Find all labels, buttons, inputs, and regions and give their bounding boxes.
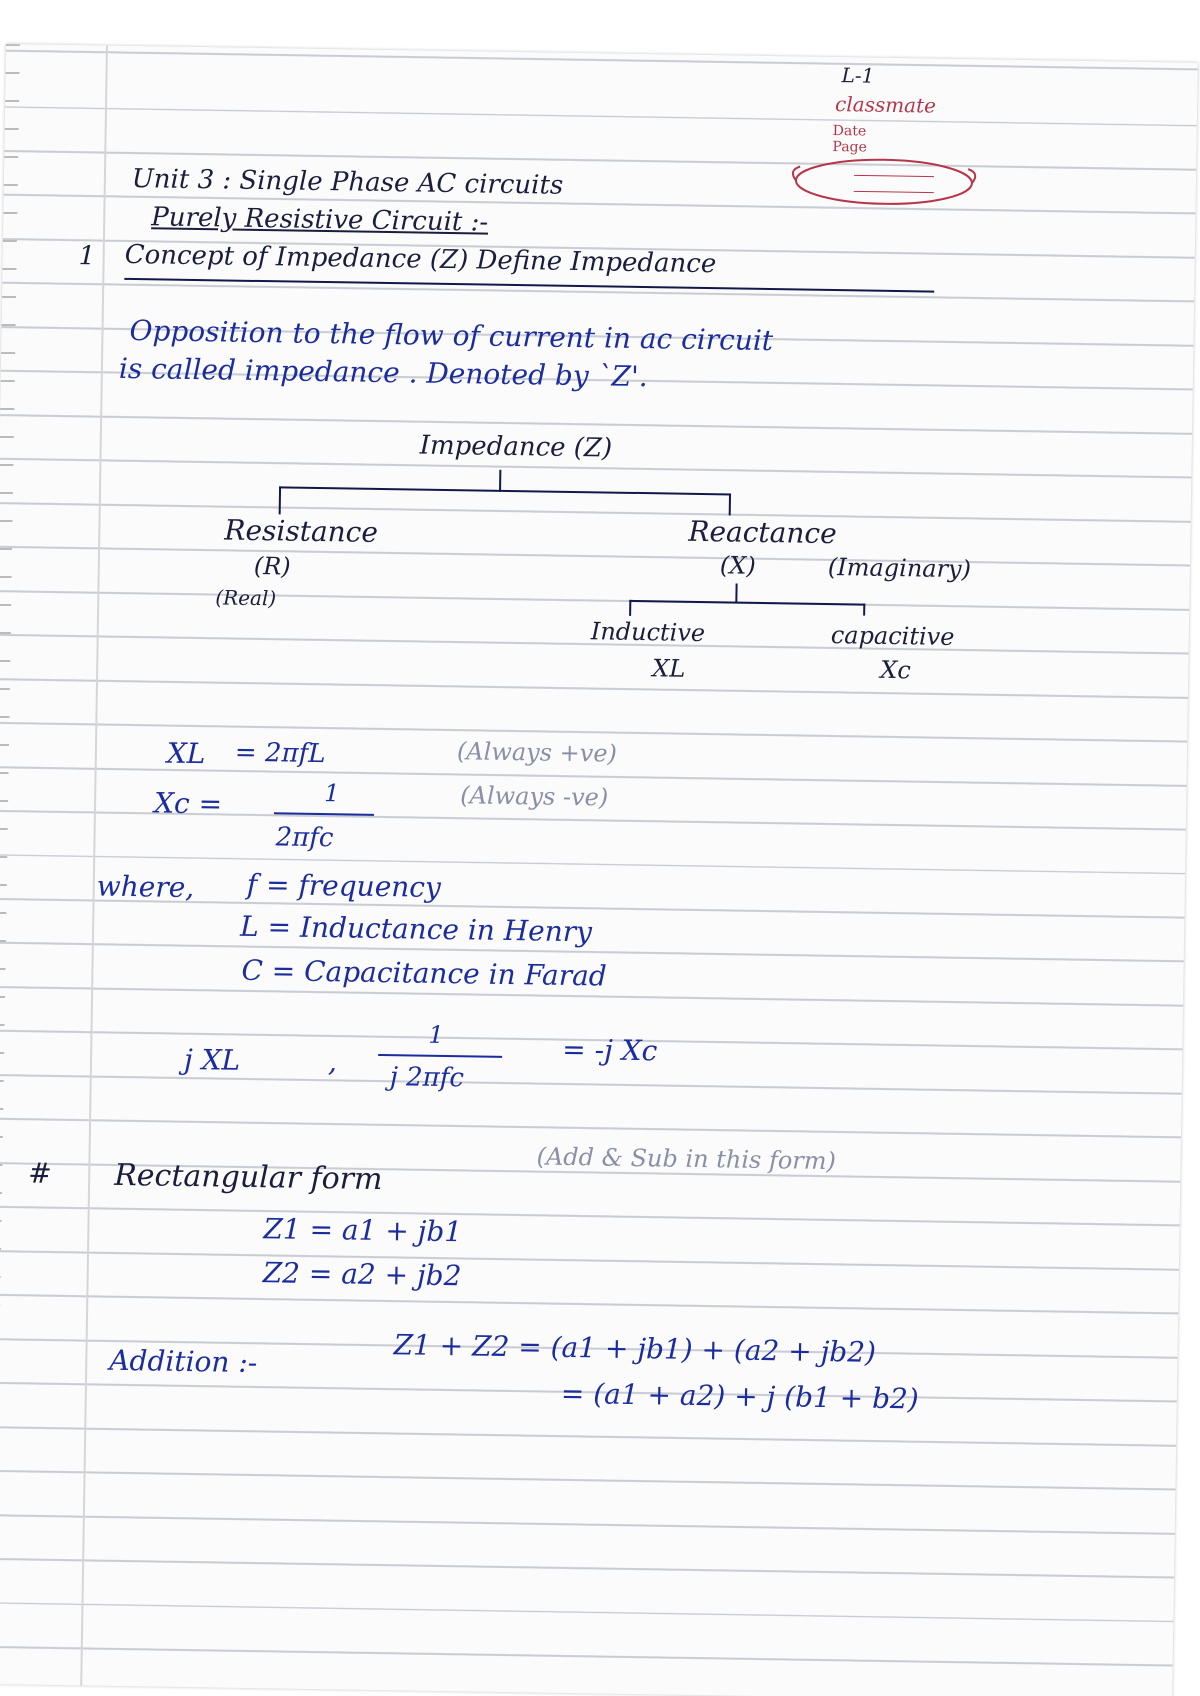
heading-underline bbox=[124, 278, 934, 293]
jfrac-bar bbox=[378, 1054, 502, 1058]
jfrac-denominator: j 2πfc bbox=[389, 1062, 465, 1094]
reactance-branch bbox=[629, 600, 865, 606]
xc-fraction-bar bbox=[274, 812, 374, 816]
resistance-symbol: (R) bbox=[253, 551, 291, 581]
rectangular-title: Rectangular form bbox=[113, 1157, 383, 1198]
reactance-note: (Imaginary) bbox=[827, 552, 972, 584]
notebook-page bbox=[0, 44, 1198, 1696]
definition-line-2: is called impedance . Denoted by `Z'. bbox=[118, 351, 648, 394]
tree-left-drop bbox=[279, 486, 281, 514]
page-label: Page bbox=[832, 138, 867, 156]
tree-stem bbox=[499, 470, 501, 492]
jforms-comma: , bbox=[327, 1045, 338, 1079]
frequency-def: f = frequency bbox=[246, 867, 442, 904]
hash-marker: # bbox=[28, 1156, 52, 1190]
reactance-label: Reactance bbox=[688, 514, 837, 551]
xl-note: (Always +ve) bbox=[456, 737, 618, 768]
reactance-symbol: (X) bbox=[719, 551, 756, 580]
xl-lhs: XL bbox=[166, 736, 206, 771]
xc-note: (Always -ve) bbox=[460, 781, 609, 812]
inductive-drop bbox=[629, 600, 631, 616]
xl-rhs: = 2πfL bbox=[234, 737, 326, 770]
inductance-def: L = Inductance in Henry bbox=[239, 909, 593, 949]
concept-heading: Concept of Impedance (Z) Define Impedance bbox=[124, 239, 717, 280]
resistance-note: (Real) bbox=[215, 585, 277, 611]
jfrac-numerator: 1 bbox=[428, 1020, 444, 1049]
rectangular-note: (Add & Sub in this form) bbox=[536, 1142, 837, 1176]
addition-line-1: Z1 + Z2 = (a1 + jb1) + (a2 + jb2) bbox=[393, 1328, 877, 1369]
capacitive-label: capacitive bbox=[830, 621, 955, 651]
classmate-logo bbox=[784, 142, 985, 209]
xc-denominator: 2πfc bbox=[275, 822, 334, 854]
addition-line-2: = (a1 + a2) + j (b1 + b2) bbox=[560, 1376, 920, 1416]
date-label: Date bbox=[832, 122, 867, 140]
z1-definition: Z1 = a1 + jb1 bbox=[263, 1212, 463, 1249]
jxl-term: j XL bbox=[183, 1042, 241, 1077]
resistance-label: Resistance bbox=[224, 513, 379, 549]
circuit-subtitle: Purely Resistive Circuit :- bbox=[151, 202, 489, 238]
capacitive-symbol: Xc bbox=[880, 655, 912, 685]
inductive-symbol: XL bbox=[652, 654, 686, 683]
definition-line-1: Opposition to the flow of current in ac circuit bbox=[129, 313, 774, 358]
margin-line bbox=[80, 46, 108, 1686]
tree-right-drop bbox=[729, 493, 731, 515]
page-number: L-1 bbox=[841, 63, 875, 88]
tree-branch bbox=[279, 486, 731, 495]
xc-numerator: 1 bbox=[324, 779, 340, 808]
xc-lhs: Xc = bbox=[153, 786, 223, 821]
tree-root: Impedance (Z) bbox=[419, 430, 613, 464]
capacitance-def: C = Capacitance in Farad bbox=[241, 953, 608, 993]
where-label: where, bbox=[96, 869, 195, 905]
addition-label: Addition :- bbox=[109, 1343, 258, 1380]
z2-definition: Z2 = a2 + jb2 bbox=[262, 1256, 462, 1293]
binding-edge bbox=[0, 44, 20, 1684]
brand-name: classmate bbox=[834, 92, 937, 118]
jforms-result: = -j Xc bbox=[562, 1032, 658, 1068]
item-number: 1 bbox=[78, 241, 96, 272]
inductive-label: Inductive bbox=[590, 617, 706, 648]
capacitive-drop bbox=[863, 604, 865, 616]
unit-title: Unit 3 : Single Phase AC circuits bbox=[131, 163, 564, 201]
